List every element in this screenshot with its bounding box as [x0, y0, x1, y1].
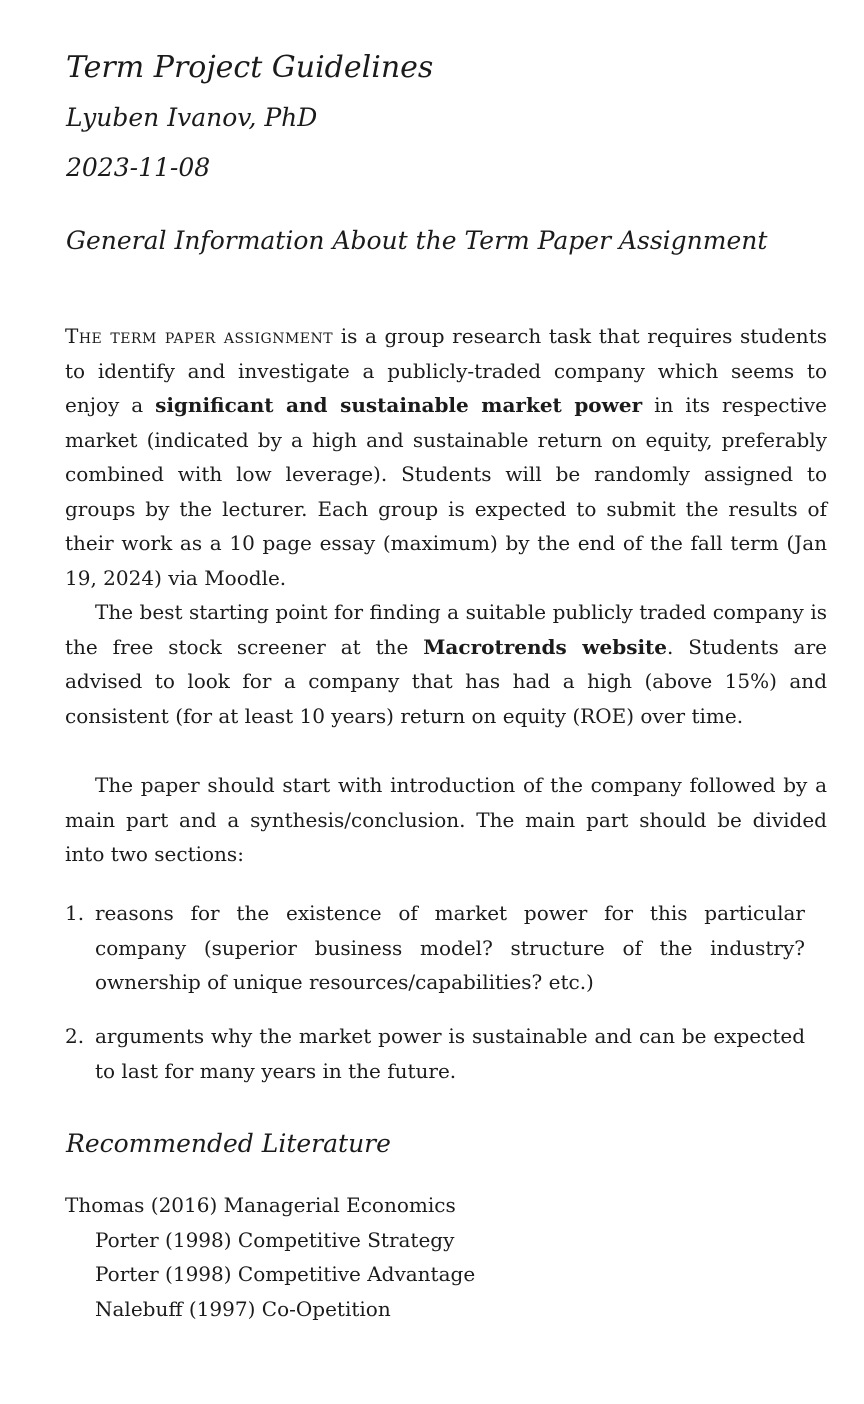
emphasis-macrotrends: Macrotrends website	[423, 634, 668, 659]
emphasis-market-power: significant and sustainable market power	[155, 393, 643, 417]
section-heading-literature: Recommended Literature	[66, 1129, 391, 1158]
paragraph-text: . Students are advised to look for a company that has had a high (above 15%) and consistent (for at least 10 years) return on equity (ROE) over time.	[65, 634, 827, 728]
document-date: 2023-11-08	[66, 153, 211, 182]
list-item-text: arguments why the market power is sustainable and can be expected to last for many years in the future.	[95, 1024, 805, 1083]
literature-item: Thomas (2016) Managerial Economics	[65, 1193, 456, 1217]
literature-item: Nalebuff (1997) Co-Opetition	[95, 1296, 391, 1321]
lead-smallcaps: The term paper assignment	[65, 324, 334, 348]
list-item	[65, 1019, 805, 1088]
paragraph-text: is a group research task that requires students to identify and investigate a publicly-traded company which seems to enjoy a	[65, 324, 827, 417]
list-number: 1.	[65, 901, 85, 925]
paragraph-assignment	[65, 319, 827, 595]
section-heading-general: General Information About the Term Paper Assignment	[66, 226, 768, 255]
numbered-list-item-2	[65, 1019, 805, 1088]
literature-list	[65, 1188, 475, 1326]
paragraph-text: The best starting point for finding a suitable publicly traded company is the free stock screener at the	[65, 600, 827, 659]
paragraph-text: in its respective market (indicated by a high and sustainable return on equity, preferably combined with low leverage). Students will be randomly assigned to groups by the lecturer. Each group is expected to submit the results of their work as a 10 page essay (maximum) by the end of the fall term (Jan 19, 2024) via Moodle.	[65, 393, 828, 590]
numbered-list-item-1	[65, 896, 805, 1000]
document-title: Term Project Guidelines	[66, 50, 434, 85]
list-item	[65, 896, 805, 1000]
literature-item: Porter (1998) Competitive Advantage	[95, 1262, 476, 1286]
document-author: Lyuben Ivanov, PhD	[66, 103, 318, 132]
paragraph-structure: The paper should start with introduction of the company followed by a main part and a synthesis/conclusion. The main part should be divided into two sections:	[65, 773, 827, 866]
list-number: 2.	[65, 1024, 85, 1048]
list-item-text: reasons for the existence of market power for this particular company (superior business model? structure of the industry? ownership of unique resources/capabilities? etc.)	[95, 901, 805, 994]
paragraph-starting-point	[65, 595, 827, 733]
literature-item: Porter (1998) Competitive Strategy	[95, 1227, 455, 1252]
